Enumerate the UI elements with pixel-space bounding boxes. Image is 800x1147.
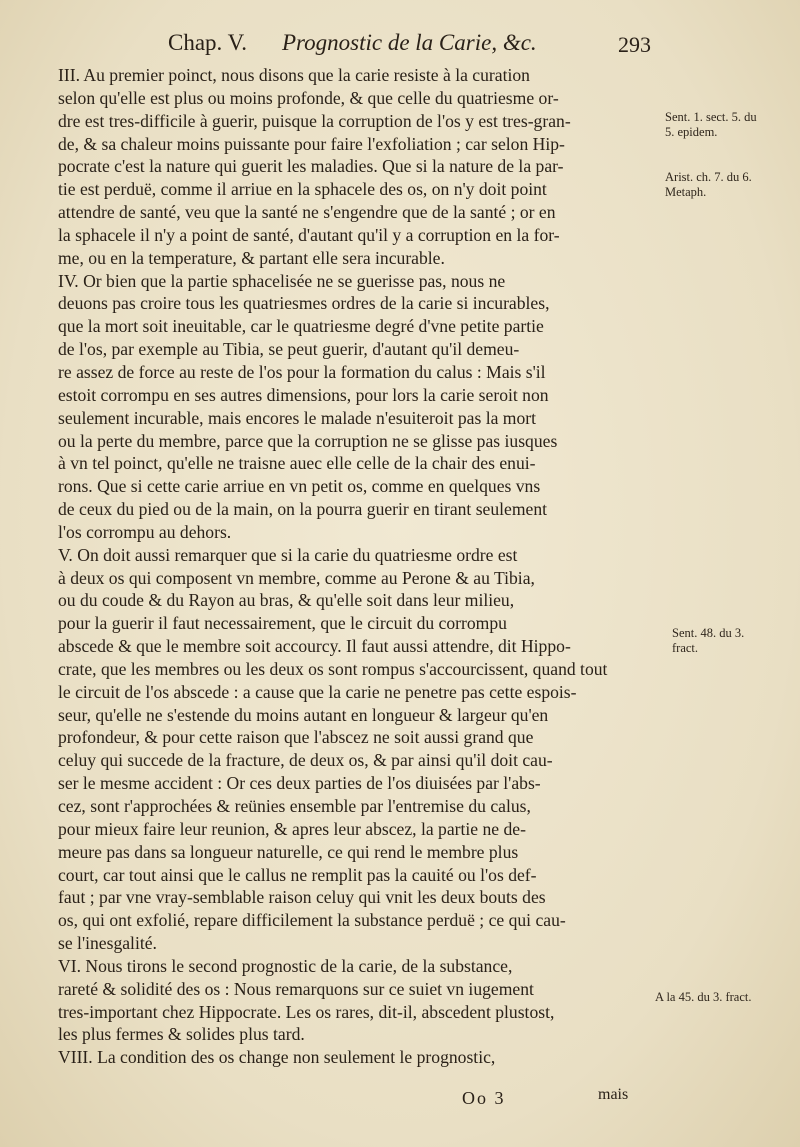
text-line: selon qu'elle est plus ou moins profonde, & que celle du quatriesme or- — [58, 87, 559, 108]
text-line: III. Au premier poinct, nous disons que la carie resiste à la curation — [58, 65, 530, 85]
text-line: ou du coude & du Rayon au bras, & qu'elle soit dans leur milieu, — [58, 590, 515, 611]
text-line: V. On doit aussi remarquer que si la carie du quatriesme ordre est — [58, 544, 518, 565]
text-line: court, car tout ainsi que le callus ne remplit pas la cauité ou l'os def- — [58, 864, 537, 885]
text-line: à deux os qui composent vn membre, comme au Perone & au Tibia, — [58, 567, 535, 588]
text-line: deuons pas croire tous les quatriesmes ordres de la carie si incurables, — [58, 293, 550, 314]
body-text — [58, 64, 658, 1069]
chapter-title: Prognostic de la Carie, &c. — [282, 30, 537, 55]
text-line: celuy qui succede de la fracture, de deux os, & par ainsi qu'il doit cau- — [58, 750, 553, 771]
text-line: profondeur, & pour cette raison que l'abscez ne soit aussi grand que — [58, 727, 534, 748]
text-line: attendre de santé, veu que la santé ne s'engendre que de la santé ; or en — [58, 202, 556, 223]
text-line: pour la guerir il faut necessairement, que le circuit du corrompu — [58, 613, 507, 634]
text-line: l'os corrompu au dehors. — [58, 521, 232, 542]
margin-note: Sent. 1. sect. 5. du 5. epidem. — [665, 110, 757, 139]
text-line: rons. Que si cette carie arriue en vn petit os, comme en quelques vns — [58, 476, 541, 497]
text-line: faut ; par vne vray-semblable raison celuy qui vnit les deux bouts des — [58, 887, 546, 908]
text-line: que la mort soit ineuitable, car le quatriesme degré d'vne petite partie — [58, 316, 544, 337]
text-line: me, ou en la temperature, & partant elle sera incurable. — [58, 247, 445, 268]
text-line: tres-important chez Hippocrate. Les os rares, dit-il, abscedent plustost, — [58, 1001, 555, 1022]
signature-mark: Oo 3 — [462, 1088, 506, 1108]
text-line: la sphacele il n'y a point de santé, d'autant qu'il y a corruption en la for- — [58, 224, 560, 245]
chapter-label: Chap. V. — [168, 30, 248, 55]
text-line: pour mieux faire leur reunion, & apres leur abscez, la partie ne de- — [58, 818, 526, 839]
margin-note: Sent. 48. du 3. fract. — [672, 626, 745, 655]
text-line: de l'os, par exemple au Tibia, se peut guerir, d'autant qu'il demeu- — [58, 339, 520, 360]
text-line: abscede & que le membre soit accourcy. Il faut aussi attendre, dit Hippo- — [58, 636, 571, 657]
running-header — [160, 28, 651, 64]
text-line: estoit corrompu en ses autres dimensions, pour lors la carie seroit non — [58, 384, 549, 405]
text-line: de, & sa chaleur moins puissante pour faire l'exfoliation ; car selon Hip- — [58, 133, 565, 154]
page-number: 293 — [618, 32, 651, 57]
text-line: meure pas dans sa longueur naturelle, ce qui rend le membre plus — [58, 841, 519, 862]
text-line: se l'inesgalité. — [58, 933, 157, 954]
text-line: de ceux du pied ou de la main, on la pourra guerir en tirant seulement — [58, 499, 548, 520]
text-line: à vn tel poinct, qu'elle ne traisne auec elle celle de la chair des enui- — [58, 453, 536, 474]
text-line: re assez de force au reste de l'os pour la formation du calus : Mais s'il — [58, 361, 546, 382]
text-line: seulement incurable, mais encores le malade n'esuiteroit pas la mort — [58, 407, 537, 428]
text-line: IV. Or bien que la partie sphacelisée ne se guerisse pas, nous ne — [58, 270, 506, 291]
text-line: tie est perduë, comme il arriue en la sphacele des os, on n'y doit point — [58, 179, 547, 200]
margin-note: A la 45. du 3. fract. — [655, 990, 752, 1004]
text-line: cez, sont r'approchées & reünies ensemble par l'entremise du calus, — [58, 796, 531, 816]
text-line: os, qui ont exfolié, repare difficilement la substance perduë ; ce qui cau- — [58, 910, 566, 931]
text-line: VI. Nous tirons le second prognostic de la carie, de la substance, — [58, 955, 513, 976]
margin-note: Arist. ch. 7. du 6. Metaph. — [665, 170, 752, 199]
catchword: mais — [598, 1086, 629, 1103]
text-line: les plus fermes & solides plus tard. — [58, 1024, 305, 1045]
text-line: crate, que les membres ou les deux os sont rompus s'accourcissent, quand tout — [58, 658, 608, 679]
text-line: VIII. La condition des os change non seulement le prognostic, — [58, 1047, 496, 1068]
text-line: le circuit de l'os abscede : a cause que la carie ne penetre pas cette espois- — [58, 681, 577, 702]
text-line: seur, qu'elle ne s'estende du moins autant en longueur & largeur qu'en — [58, 704, 549, 725]
text-line: ser le mesme accident : Or ces deux parties de l'os diuisées par l'abs- — [58, 773, 541, 794]
text-line: rareté & solidité des os : Nous remarquons sur ce suiet vn iugement — [58, 978, 534, 999]
text-line: ou la perte du membre, parce que la corruption ne se glisse pas iusques — [58, 430, 558, 451]
text-line: dre est tres-difficile à guerir, puisque la corruption de l'os y est tres-gran- — [58, 110, 571, 131]
text-line: pocrate c'est la nature qui guerit les maladies. Que si la nature de la par- — [58, 156, 564, 177]
